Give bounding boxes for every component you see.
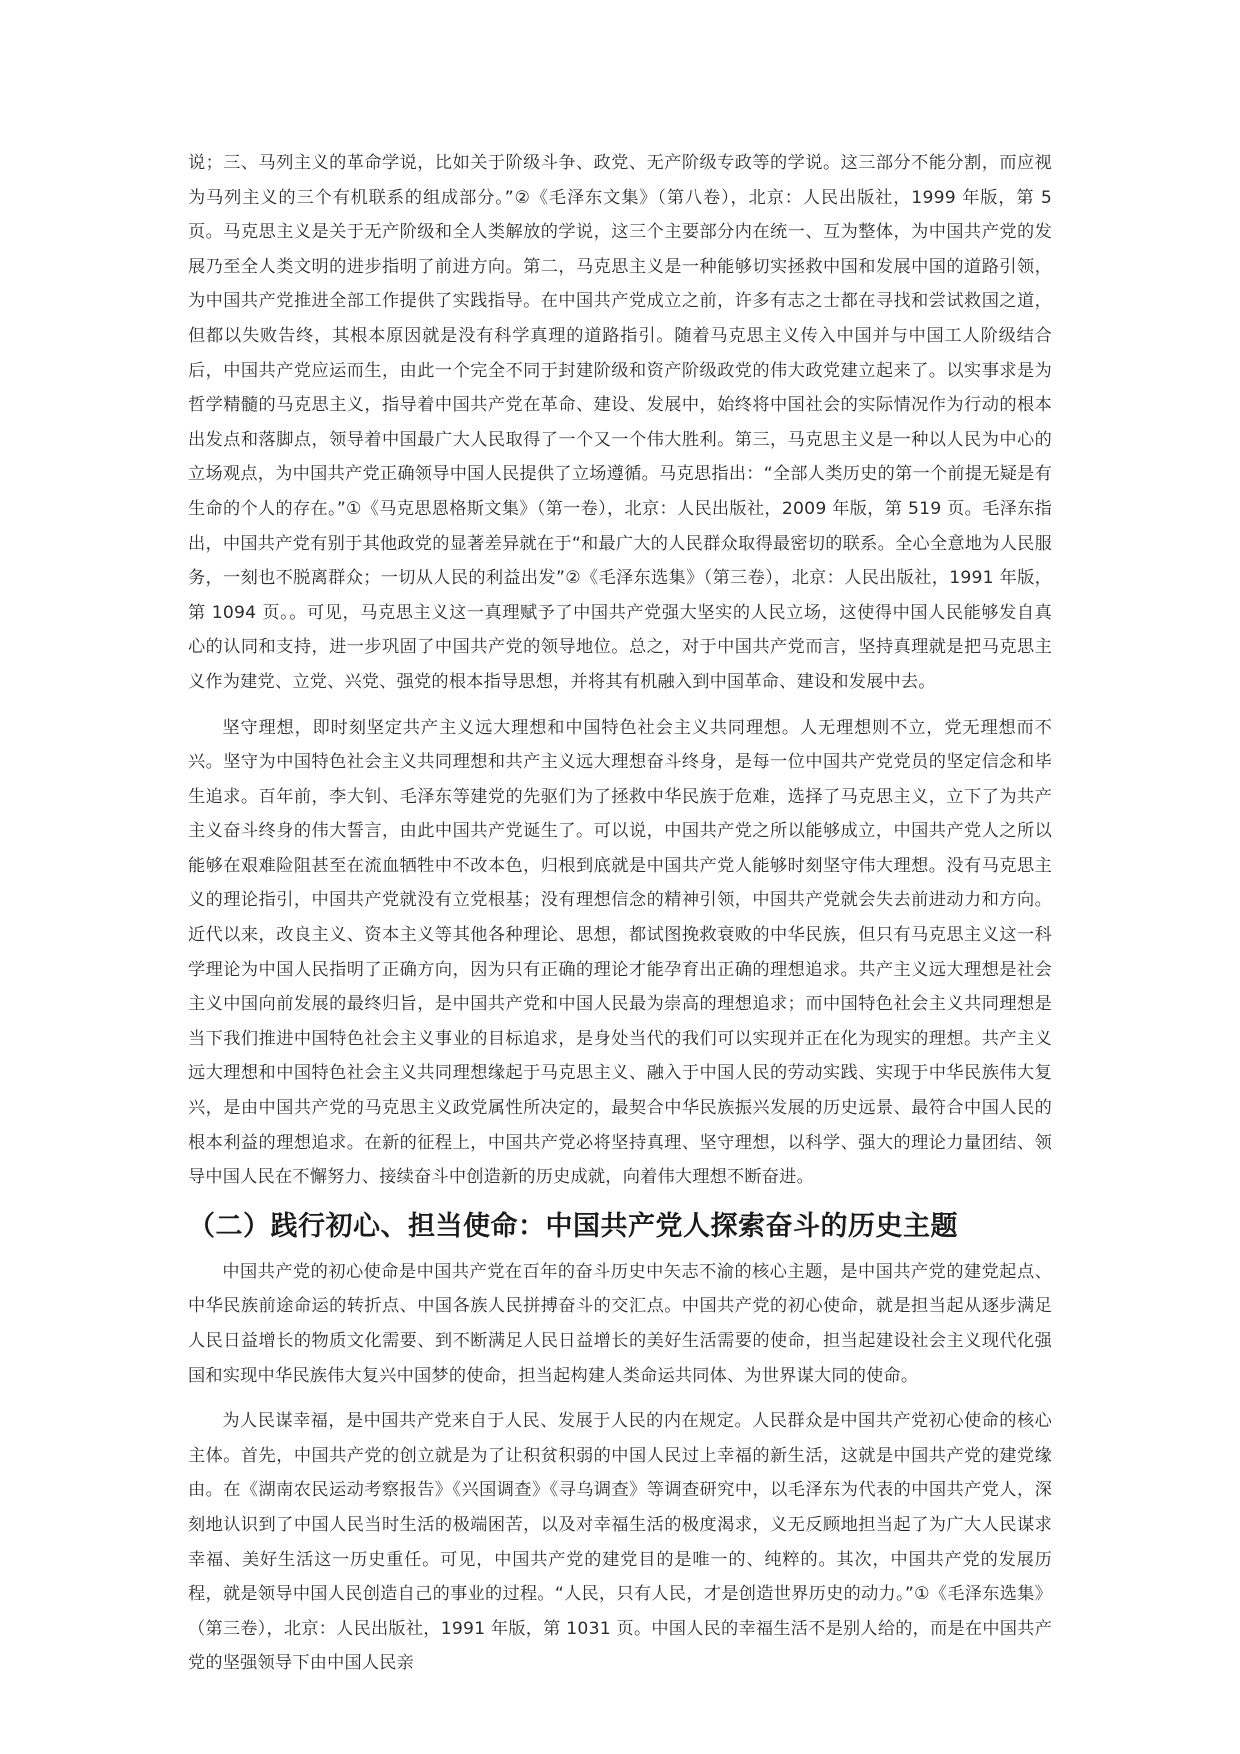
body-paragraph-1: 说；三、马列主义的革命学说，比如关于阶级斗争、政党、无产阶级专政等的学说。这三部分不能分割，而应视为马列主义的三个有机联系的组成部分。”②《毛泽东文集》（第八卷），北京：人民出版社，1999 年版，第 5 页。马克思主义是关于无产阶级和全人类解放的学说，这三个主要部分内在统一、互为整体，为中国共产党的发展乃至全人类文明的进步指明了前进方向。第二，马克思主义是一种能够切实拯救中国和发展中国的道路引领，为中国共产党推进全部工作提供了实践指导。在中国共产党成立之前，许多有志之士都在寻找和尝试救国之道，但都以失败告终，其根本原因就是没有科学真理的道路指引。随着马克思主义传入中国并与中国工人阶级结合后，中国共产党应运而生，由此一个完全不同于封建阶级和资产阶级政党的伟大政党建立起来了。以实事求是为哲学精髓的马克思主义，指导着中国共产党在革命、建设、发展中，始终将中国社会的实际情况作为行动的根本出发点和落脚点，领导着中国最广大人民取得了一个又一个伟大胜利。第三，马克思主义是一种以人民为中心的立场观点，为中国共产党正确领导中国人民提供了立场遵循。马克思指出：“全部人类历史的第一个前提无疑是有生命的个人的存在。”①《马克思恩格斯文集》（第一卷），北京：人民出版社，2009 年版，第 519 页。毛泽东指出，中国共产党有别于其他政党的显著差异就在于“和最广大的人民群众取得最密切的联系。全心全意地为人民服务，一刻也不脱离群众；一切从人民的利益出发”②《毛泽东选集》（第三卷），北京：人民出版社，1991 年版，第 1094 页。。可见，马克思主义这一真理赋予了中国共产党强大坚实的人民立场，这使得中国人民能够发自真心的认同和支持，进一步巩固了中国共产党的领导地位。总之，对于中国共产党而言，坚持真理就是把马克思主义作为建党、立党、兴党、强党的根本指导思想，并将其有机融入到中国革命、建设和发展中去。 [188, 153, 1052, 692]
body-paragraph-2: 坚守理想，即时刻坚定共产主义远大理想和中国特色社会主义共同理想。人无理想则不立，党无理想而不兴。坚守为中国特色社会主义共同理想和共产主义远大理想奋斗终身，是每一位中国共产党党员的坚定信念和毕生追求。百年前，李大钊、毛泽东等建党的先驱们为了拯救中华民族于危难，选择了马克思主义，立下了为共产主义奋斗终身的伟大誓言，由此中国共产党诞生了。可以说，中国共产党之所以能够成立，中国共产党人之所以能够在艰难险阻甚至在流血牺牲中不改本色，归根到底就是中国共产党人能够时刻坚守伟大理想。没有马克思主义的理论指引，中国共产党就没有立党根基；没有理想信念的精神引领，中国共产党就会失去前进动力和方向。近代以来，改良主义、资本主义等其他各种理论、思想，都试图挽救衰败的中华民族，但只有马克思主义这一科学理论为中国人民指明了正确方向，因为只有正确的理论才能孕育出正确的理想追求。共产主义远大理想是社会主义中国向前发展的最终归旨，是中国共产党和中国人民最为崇高的理想追求；而中国特色社会主义共同理想是当下我们推进中国特色社会主义事业的目标追求，是身处当代的我们可以实现并正在化为现实的理想。共产主义远大理想和中国特色社会主义共同理想缘起于马克思主义、融入于中国人民的劳动实践、实现于中华民族伟大复兴，是由中国共产党的马克思主义政党属性所决定的，最契合中华民族振兴发展的历史远景、最符合中国人民的根本利益的理想追求。在新的征程上，中国共产党必将坚持真理、坚守理想，以科学、强大的理论力量团结、领导中国人民在不懈努力、接续奋斗中创造新的历史成就，向着伟大理想不断奋进。 [188, 717, 1052, 1188]
section-heading: （二）践行初心、担当使命：中国共产党人探索奋斗的历史主题 [188, 1210, 958, 1242]
body-paragraph-3: 中国共产党的初心使命是中国共产党在百年的奋斗历史中矢志不渝的核心主题，是中国共产党的建党起点、中华民族前途命运的转折点、中国各族人民拼搏奋斗的交汇点。中国共产党的初心使命，就是担当起从逐步满足人民日益增长的物质文化需要、到不断满足人民日益增长的美好生活需要的使命，担当起建设社会主义现代化强国和实现中华民族伟大复兴中国梦的使命，担当起构建人类命运共同体、为世界谋大同的使命。 [188, 1261, 1052, 1386]
body-paragraph-4: 为人民谋幸福，是中国共产党来自于人民、发展于人民的内在规定。人民群众是中国共产党初心使命的核心主体。首先，中国共产党的创立就是为了让积贫积弱的中国人民过上幸福的新生活，这就是中国共产党的建党缘由。在《湖南农民运动考察报告》《兴国调查》《寻乌调查》等调查研究中，以毛泽东为代表的中国共产党人，深刻地认识到了中国人民当时生活的极端困苦，以及对幸福生活的极度渴求，义无反顾地担当起了为广大人民谋求幸福、美好生活这一历史重任。可见，中国共产党的建党目的是唯一的、纯粹的。其次，中国共产党的发展历程，就是领导中国人民创造自己的事业的过程。“人民，只有人民，才是创造世界历史的动力。”①《毛泽东选集》（第三卷），北京：人民出版社，1991 年版，第 1031 页。中国人民的幸福生活不是别人给的，而是在中国共产党的坚强领导下由中国人民亲 [188, 1411, 1052, 1674]
document-page [188, 146, 1052, 1681]
